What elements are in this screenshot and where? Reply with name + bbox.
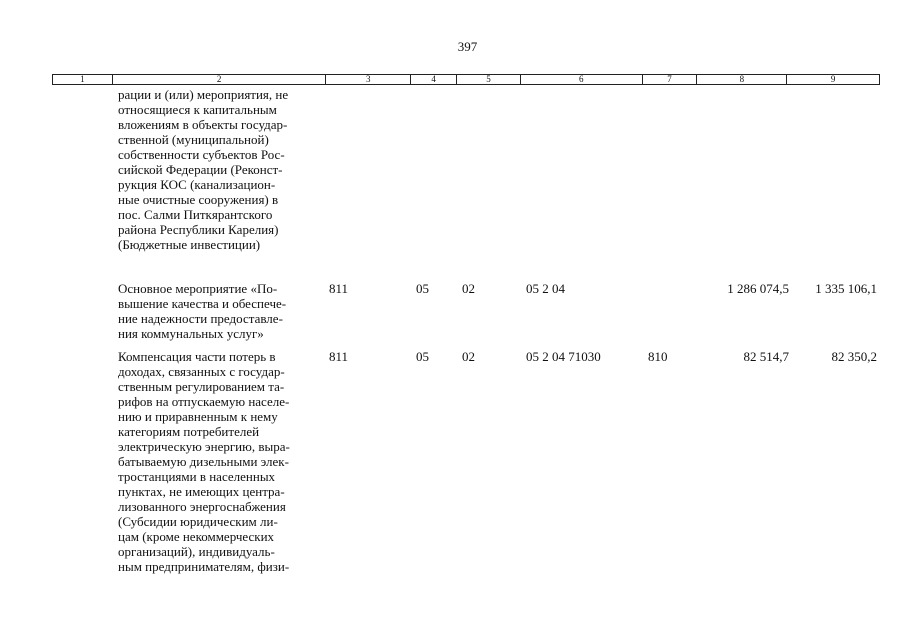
table-header-cell: 5 <box>457 75 521 84</box>
section-code: 05 <box>416 281 429 296</box>
table-header-cell: 6 <box>521 75 643 84</box>
amount-col8: 82 514,7 <box>743 349 789 364</box>
table-header-cell: 1 <box>53 75 113 84</box>
ministry-code: 811 <box>329 281 349 296</box>
table-header-cell: 3 <box>326 75 411 84</box>
table-header-cell: 4 <box>411 75 457 84</box>
row-description: Основное мероприятие «По- вышение качества и обеспече- ние надежности предоставле- ния коммунальных услуг» <box>118 281 287 341</box>
table-header-cell: 9 <box>830 74 836 84</box>
table-header-cell: 7 <box>643 75 698 84</box>
amount-col9: 82 350,2 <box>831 349 877 364</box>
target-article-code: 05 2 04 71030 <box>526 349 601 364</box>
ministry-code: 811 <box>329 349 349 364</box>
amount-col9: 1 335 106,1 <box>815 281 877 296</box>
table-header-row <box>52 74 880 85</box>
amount-col8: 1 286 074,5 <box>727 281 789 296</box>
subsection-code: 02 <box>462 349 475 364</box>
expense-type-code: 810 <box>648 349 668 364</box>
table-header-cell: 8 <box>697 75 787 84</box>
row-description: Компенсация части потерь в доходах, связанных с государ- ственным регулированием та- рифов на отпускаемую населе- нию и приравненным к нему категориям потребителей электрическую энергию, выра- батываемую дизельными элек- тростанциями в населенных пунктах, не имеющих центра- лизованного энергоснабжения (Субсидии юридическим ли- цам (кроме некоммерческих организаций), индивидуаль- ным предпринимателям, физи- <box>118 349 290 574</box>
section-code: 05 <box>416 349 429 364</box>
subsection-code: 02 <box>462 281 475 296</box>
target-article-code: 05 2 04 <box>526 281 565 296</box>
table-header-cell: 2 <box>113 75 326 84</box>
row-description: рации и (или) мероприятия, не относящиеся к капитальным вложениям в объекты государ- ственной (муниципальной) собственности субъектов Рос- сийской Федерации (Реконст- рукция КОС (канализацион- ные очистные сооружения) в пос. Салми Питкярантского района Республики Карелия) (Бюджетные инвестиции) <box>118 87 289 252</box>
page-number: 397 <box>457 39 478 54</box>
